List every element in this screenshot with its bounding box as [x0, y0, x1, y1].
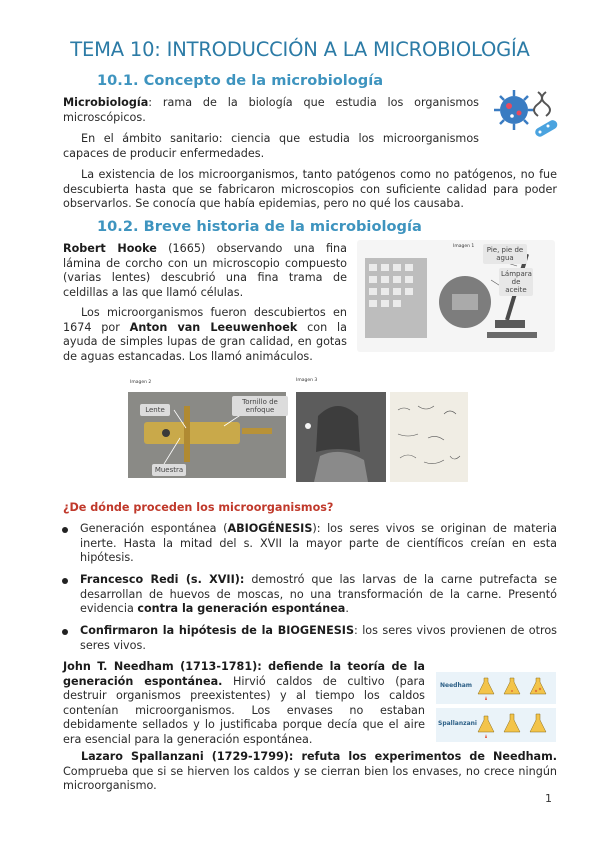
paragraph-needham	[63, 660, 425, 748]
term-against-spontaneous: contra la generación espontánea	[137, 602, 346, 616]
term-microbiologia: Microbiología	[63, 96, 149, 109]
leeuwenhoek-text-a: Los microorganismos fueron descubiertos en 1674 por	[63, 306, 347, 334]
abiogenesis-text-a: Generación espontánea (	[80, 522, 228, 535]
bullet-dot	[62, 527, 68, 533]
bullet-dot	[62, 578, 68, 584]
definition-text: : rama de la biología que estudia los organismos microscópicos.	[63, 96, 479, 124]
hooke-text: (1665) observando una fina lámina de corcho con un microscopio compuesto (varias lentes) descubrió una fina trama de celdillas a las que llamó células.	[63, 242, 347, 299]
label-lente: Lente	[140, 404, 170, 416]
page-number: 1	[545, 792, 552, 805]
figure1-caption: Imagen 1	[453, 244, 475, 249]
bullet-redi	[80, 573, 557, 617]
label-muestra: Muestra	[152, 464, 186, 476]
paragraph-leeuwenhoek	[63, 306, 347, 364]
label-spallanzani: Spallanzani	[438, 720, 477, 727]
redi-text-b: .	[345, 602, 349, 616]
spallanzani-text: Comprueba que si se hierven los caldos y se cierran bien los envases, no crece ningún microorganismo.	[63, 764, 557, 793]
paragraph-spallanzani	[63, 750, 557, 794]
bacteria-icon	[534, 119, 559, 139]
term-abiogenesis: ABIOGÉNESIS	[227, 522, 313, 535]
dna-icon	[534, 92, 550, 116]
label-tornillo: Tornillo de enfoque	[232, 396, 288, 416]
section-heading-concept: 10.1. Concepto de la microbiología	[97, 72, 384, 89]
abiogenesis-text-b: ): los seres vivos se originan de materia inerte. Hasta la mitad del s. XVII la mayor parte de científicos creían en esta hipótesis.	[80, 522, 557, 565]
term-spallanzani: Lazaro Spallanzani (1729-1799): refuta los experimentos de Needham.	[81, 750, 557, 763]
bullet-biogenesis	[80, 624, 557, 653]
figure3-caption: Imagen 3	[296, 378, 318, 383]
bullet-dot	[62, 629, 68, 635]
sanitary-text: En el ámbito sanitario: ciencia que estudia los microorganismos capaces de producir enfermedades.	[63, 132, 479, 160]
paragraph-hooke	[63, 242, 347, 300]
paragraph-sanitary	[63, 132, 479, 161]
virus-icon	[494, 90, 534, 130]
term-needham: John T. Needham (1713-1781): defiende la teoría de la generación espontánea.	[63, 660, 425, 688]
paragraph-existence	[63, 168, 557, 212]
leeuwenhoek-microscope-figure	[124, 376, 290, 482]
name-hooke: Robert Hooke	[63, 242, 157, 255]
existence-text: La existencia de los microorganismos, tanto patógenos como no patógenos, no fue descubierta hasta que se fabricaron microscopios con suficiente calidad para poder observarlos. Se conocía que había epidemias, pero no qué los causaba.	[63, 168, 557, 211]
redi-text-a: demostró que las larvas de la carne putrefacta se desarrollan de huevos de moscas, no una transformación de la carne. Presentó evidencia	[80, 573, 557, 616]
leeuwenhoek-text-b: con la ayuda de simples lupas de gran calidad, en gotas de aguas estancadas. Los llamó animáculos.	[63, 320, 347, 363]
label-lamp: Lámpara de aceite	[501, 270, 532, 294]
hooke-microscope-figure	[357, 240, 555, 352]
origin-question: ¿De dónde proceden los microorganismos?	[63, 501, 334, 514]
bullet-abiogenesis	[80, 522, 557, 566]
section-heading-history: 10.2. Breve historia de la microbiología	[97, 218, 422, 235]
label-water: Pie, pie de agua	[483, 244, 527, 264]
page-title: TEMA 10: INTRODUCCIÓN A LA MICROBIOLOGÍA	[70, 38, 530, 61]
label-needham: Needham	[440, 682, 473, 689]
paragraph-definition	[63, 96, 479, 125]
leeuwenhoek-portrait-figure	[294, 376, 470, 482]
figure2-caption: Imagen 2	[130, 380, 152, 385]
term-redi: Francesco Redi (s. XVII):	[80, 573, 245, 586]
needham-text: Hirvió caldos de cultivo (para destruir organismos preexistentes) y al tiempo los caldos contenían microorganismos. Los envases no estaban debidamente sellados y lo justificaba porque decía que el aire era esencial para la generación espontánea.	[63, 674, 426, 746]
biogenesis-text: : los seres vivos provienen de otros seres vivos.	[80, 624, 558, 652]
term-biogenesis: Confirmaron la hipótesis de la BIOGENESIS	[80, 624, 355, 637]
needham-spallanzani-figure	[434, 660, 558, 744]
microbes-illustration	[490, 88, 562, 144]
name-leeuwenhoek: Anton van Leeuwenhoek	[129, 320, 298, 334]
